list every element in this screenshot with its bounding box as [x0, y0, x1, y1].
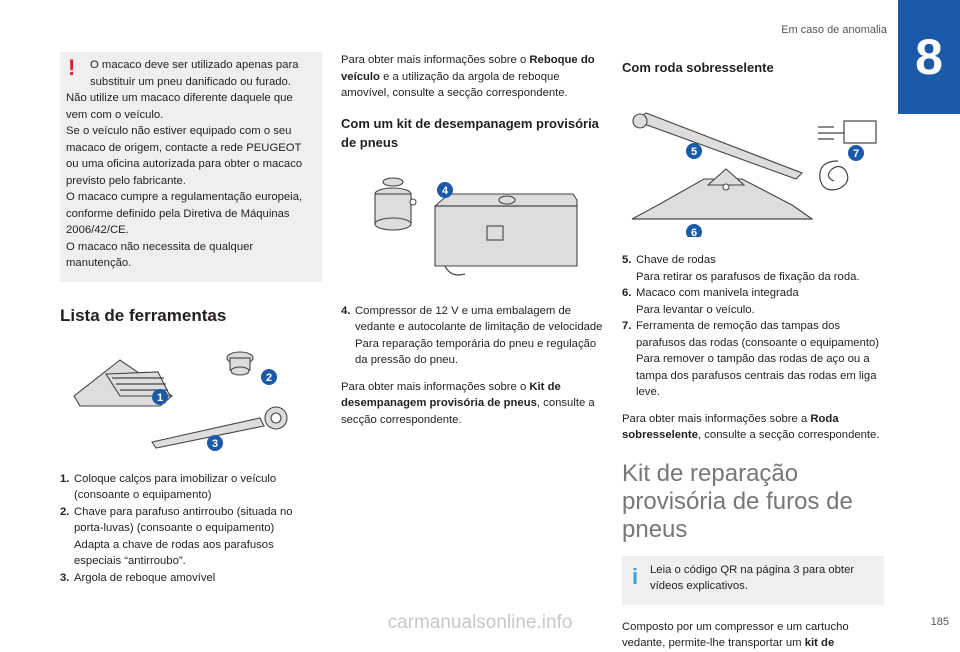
antitheft-socket-icon [227, 352, 253, 375]
repair-kit-intro: Composto por um compressor e um cartucho vedante, permite-lhe transportar um kit de [622, 620, 849, 649]
list-item: 3. Argola de reboque amovível [60, 571, 216, 584]
item-badge-7 [848, 145, 864, 161]
info-box [622, 556, 884, 605]
svg-text:1: 1 [156, 391, 164, 404]
svg-text:5: 5 [690, 146, 698, 158]
list-item: 5. Chave de rodas Para retirar os parafusos de fixação da roda. [622, 254, 860, 283]
warning-box [60, 52, 322, 282]
list-item: 6. Macaco com manivela integrada Para levantar o veículo. [622, 287, 799, 316]
info-icon: i [632, 563, 639, 589]
chapter-badge: 8 [898, 0, 960, 114]
list-item: 4. Compressor de 12 V e uma embalagem de vedante e autocolante de limitação de velocidade Para reparação temporária do pneu e regulação da pressão do pneu. [341, 304, 603, 366]
spare-wheel-tools-illustration [622, 87, 884, 237]
wheel-brace-icon [633, 113, 802, 179]
svg-text:3: 3 [211, 437, 219, 450]
repair-kit-title: Kit de reparação provisória de furos de pneus [622, 459, 853, 543]
sealant-bottle-icon [375, 178, 416, 230]
warning-line: O macaco deve ser utilizado apenas para substituir um pneu danificado ou furado. [90, 59, 299, 88]
svg-text:7: 7 [852, 148, 860, 160]
list-item: 1. Coloque calços para imobilizar o veículo (consoante o equipamento) [60, 472, 277, 501]
list-item: 2. Chave para parafuso antirroubo (situada no porta-luvas) (consoante o equipamento) Adapta a chave de rodas aos parafusos especiais “antirroubo”. [60, 505, 293, 567]
section-title-tools: Lista de ferramentas [60, 305, 227, 325]
svg-text:4: 4 [441, 184, 449, 197]
item-badge-6 [686, 224, 702, 237]
warning-line: O macaco não necessita de qualquer manutenção. [66, 240, 254, 269]
column-2 [341, 52, 603, 428]
column-1 [60, 52, 322, 586]
jack-icon [632, 169, 812, 219]
info-text: Leia o código QR na página 3 para obter vídeos explicativos. [650, 563, 855, 592]
warning-line: Não utilize um macaco diferente daquele que vem com o veículo. [66, 92, 293, 121]
watermark: carmanualsonline.info [387, 612, 573, 633]
warning-line: O macaco cumpre a regulamentação europeia, conforme definido pela Diretiva de Máquinas 2006/42/CE. [66, 191, 303, 236]
compressor-icon [435, 194, 577, 275]
kit-reference: Para obter mais informações sobre o Kit de desempanagem provisória de pneus, consulte a secção correspondente. [341, 380, 595, 426]
item-badge-3 [207, 435, 223, 451]
tools-illustration [60, 338, 322, 456]
warning-icon: ! [68, 55, 76, 80]
list-item: 7. Ferramenta de remoção das tampas dos parafusos das rodas (consoante o equipamento) Para remover o tampão das rodas de aço ou a tampa dos parafusos centrais das rodas em liga leve. [622, 320, 880, 398]
item-badge-1 [152, 389, 168, 405]
page-number: 185 [930, 616, 949, 628]
item-badge-2 [261, 369, 277, 385]
spare-wheel-reference: Para obter mais informações sobre a Roda sobresselente, consulte a secção correspondente. [622, 412, 880, 441]
compressor-illustration [341, 166, 603, 284]
item-badge-4 [437, 182, 453, 198]
running-header: Em caso de anomalia [781, 24, 887, 36]
towing-reference: Para obter mais informações sobre o Reboque do veículo e a utilização da argola de reboque amovível, consulte a secção correspondente. [341, 54, 595, 99]
item-badge-5 [686, 143, 702, 159]
svg-text:2: 2 [265, 371, 273, 384]
kit-title: Com um kit de desempanagem provisória de pneus [341, 115, 599, 150]
svg-text:6: 6 [690, 227, 698, 237]
hubcap-tool-icon [818, 121, 876, 190]
warning-line: Se o veículo não estiver equipado com o seu macaco de origem, contacte a rede PEUGEOT ou uma oficina autorizada para obter o macaco previsto pelo fabricante. [66, 125, 303, 187]
column-3 [622, 52, 884, 652]
spare-wheel-title: Com roda sobresselente [622, 60, 774, 75]
